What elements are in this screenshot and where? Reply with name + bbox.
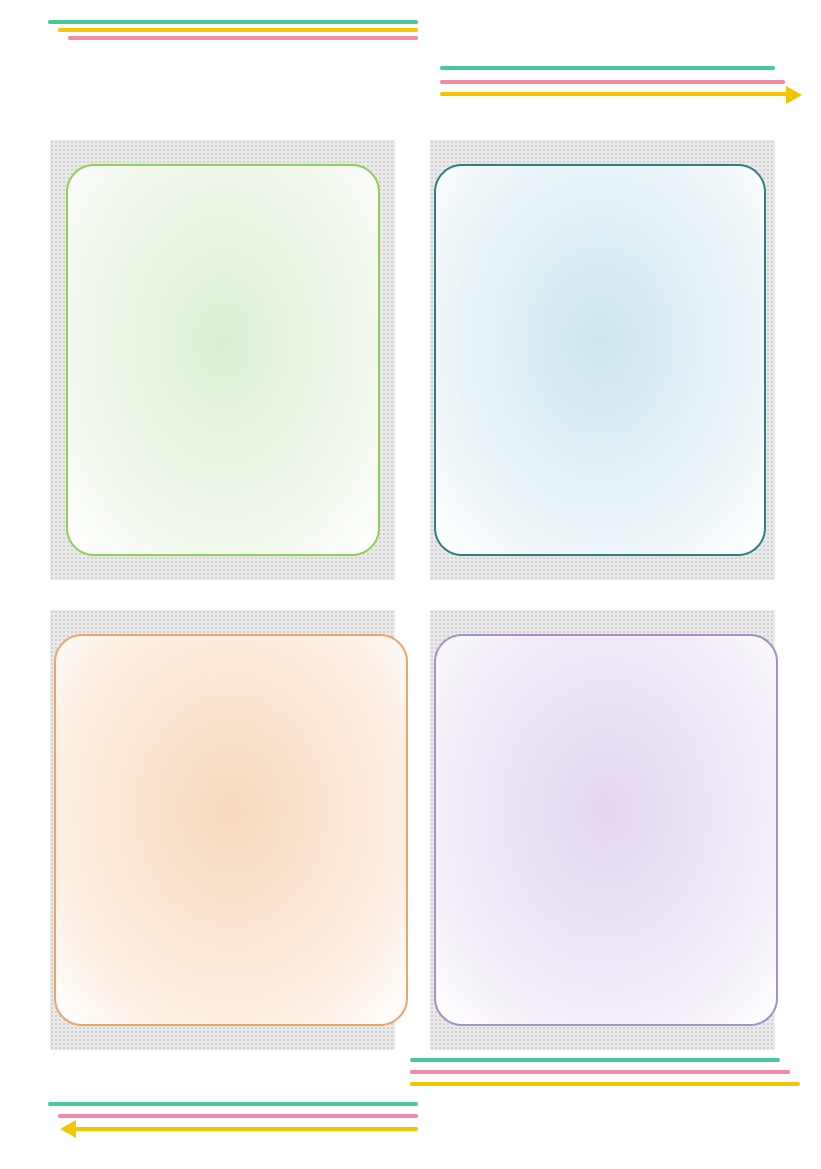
exercise-text: [113, 207, 346, 208]
bottom-stripe-green: [410, 1058, 780, 1062]
flower-row-top: [445, 28, 745, 68]
exercise-panel-4: [430, 610, 775, 1050]
arrow-left-icon: [60, 1120, 76, 1138]
bottom-left-stripe-yellow: [72, 1127, 418, 1131]
page-title: [16, 58, 440, 139]
top-right-stripe-yellow: [440, 92, 795, 96]
top-stripe-green: [48, 20, 418, 24]
flower-row-bottom: [70, 1062, 370, 1102]
top-stripe-yellow: [58, 28, 418, 32]
exercise-panel-3: [50, 610, 395, 1050]
exercise-panel-2: [430, 140, 775, 580]
exercise-text: [480, 207, 720, 208]
arrow-right-icon: [786, 86, 802, 104]
top-stripe-pink: [68, 36, 418, 40]
bottom-stripe-yellow: [410, 1082, 800, 1086]
bottom-left-stripe-pink: [58, 1114, 418, 1118]
exercise-text: [481, 680, 727, 681]
panel-frame: [434, 164, 766, 556]
panel-frame: [66, 164, 380, 556]
top-right-stripe-pink: [440, 80, 785, 84]
exercise-panel-1: [50, 140, 395, 580]
exercise-text: [100, 682, 358, 683]
panel-frame: [434, 634, 778, 1026]
bottom-stripe-pink: [410, 1070, 790, 1074]
panel-frame: [54, 634, 408, 1026]
bottom-left-stripe-green: [48, 1102, 418, 1106]
